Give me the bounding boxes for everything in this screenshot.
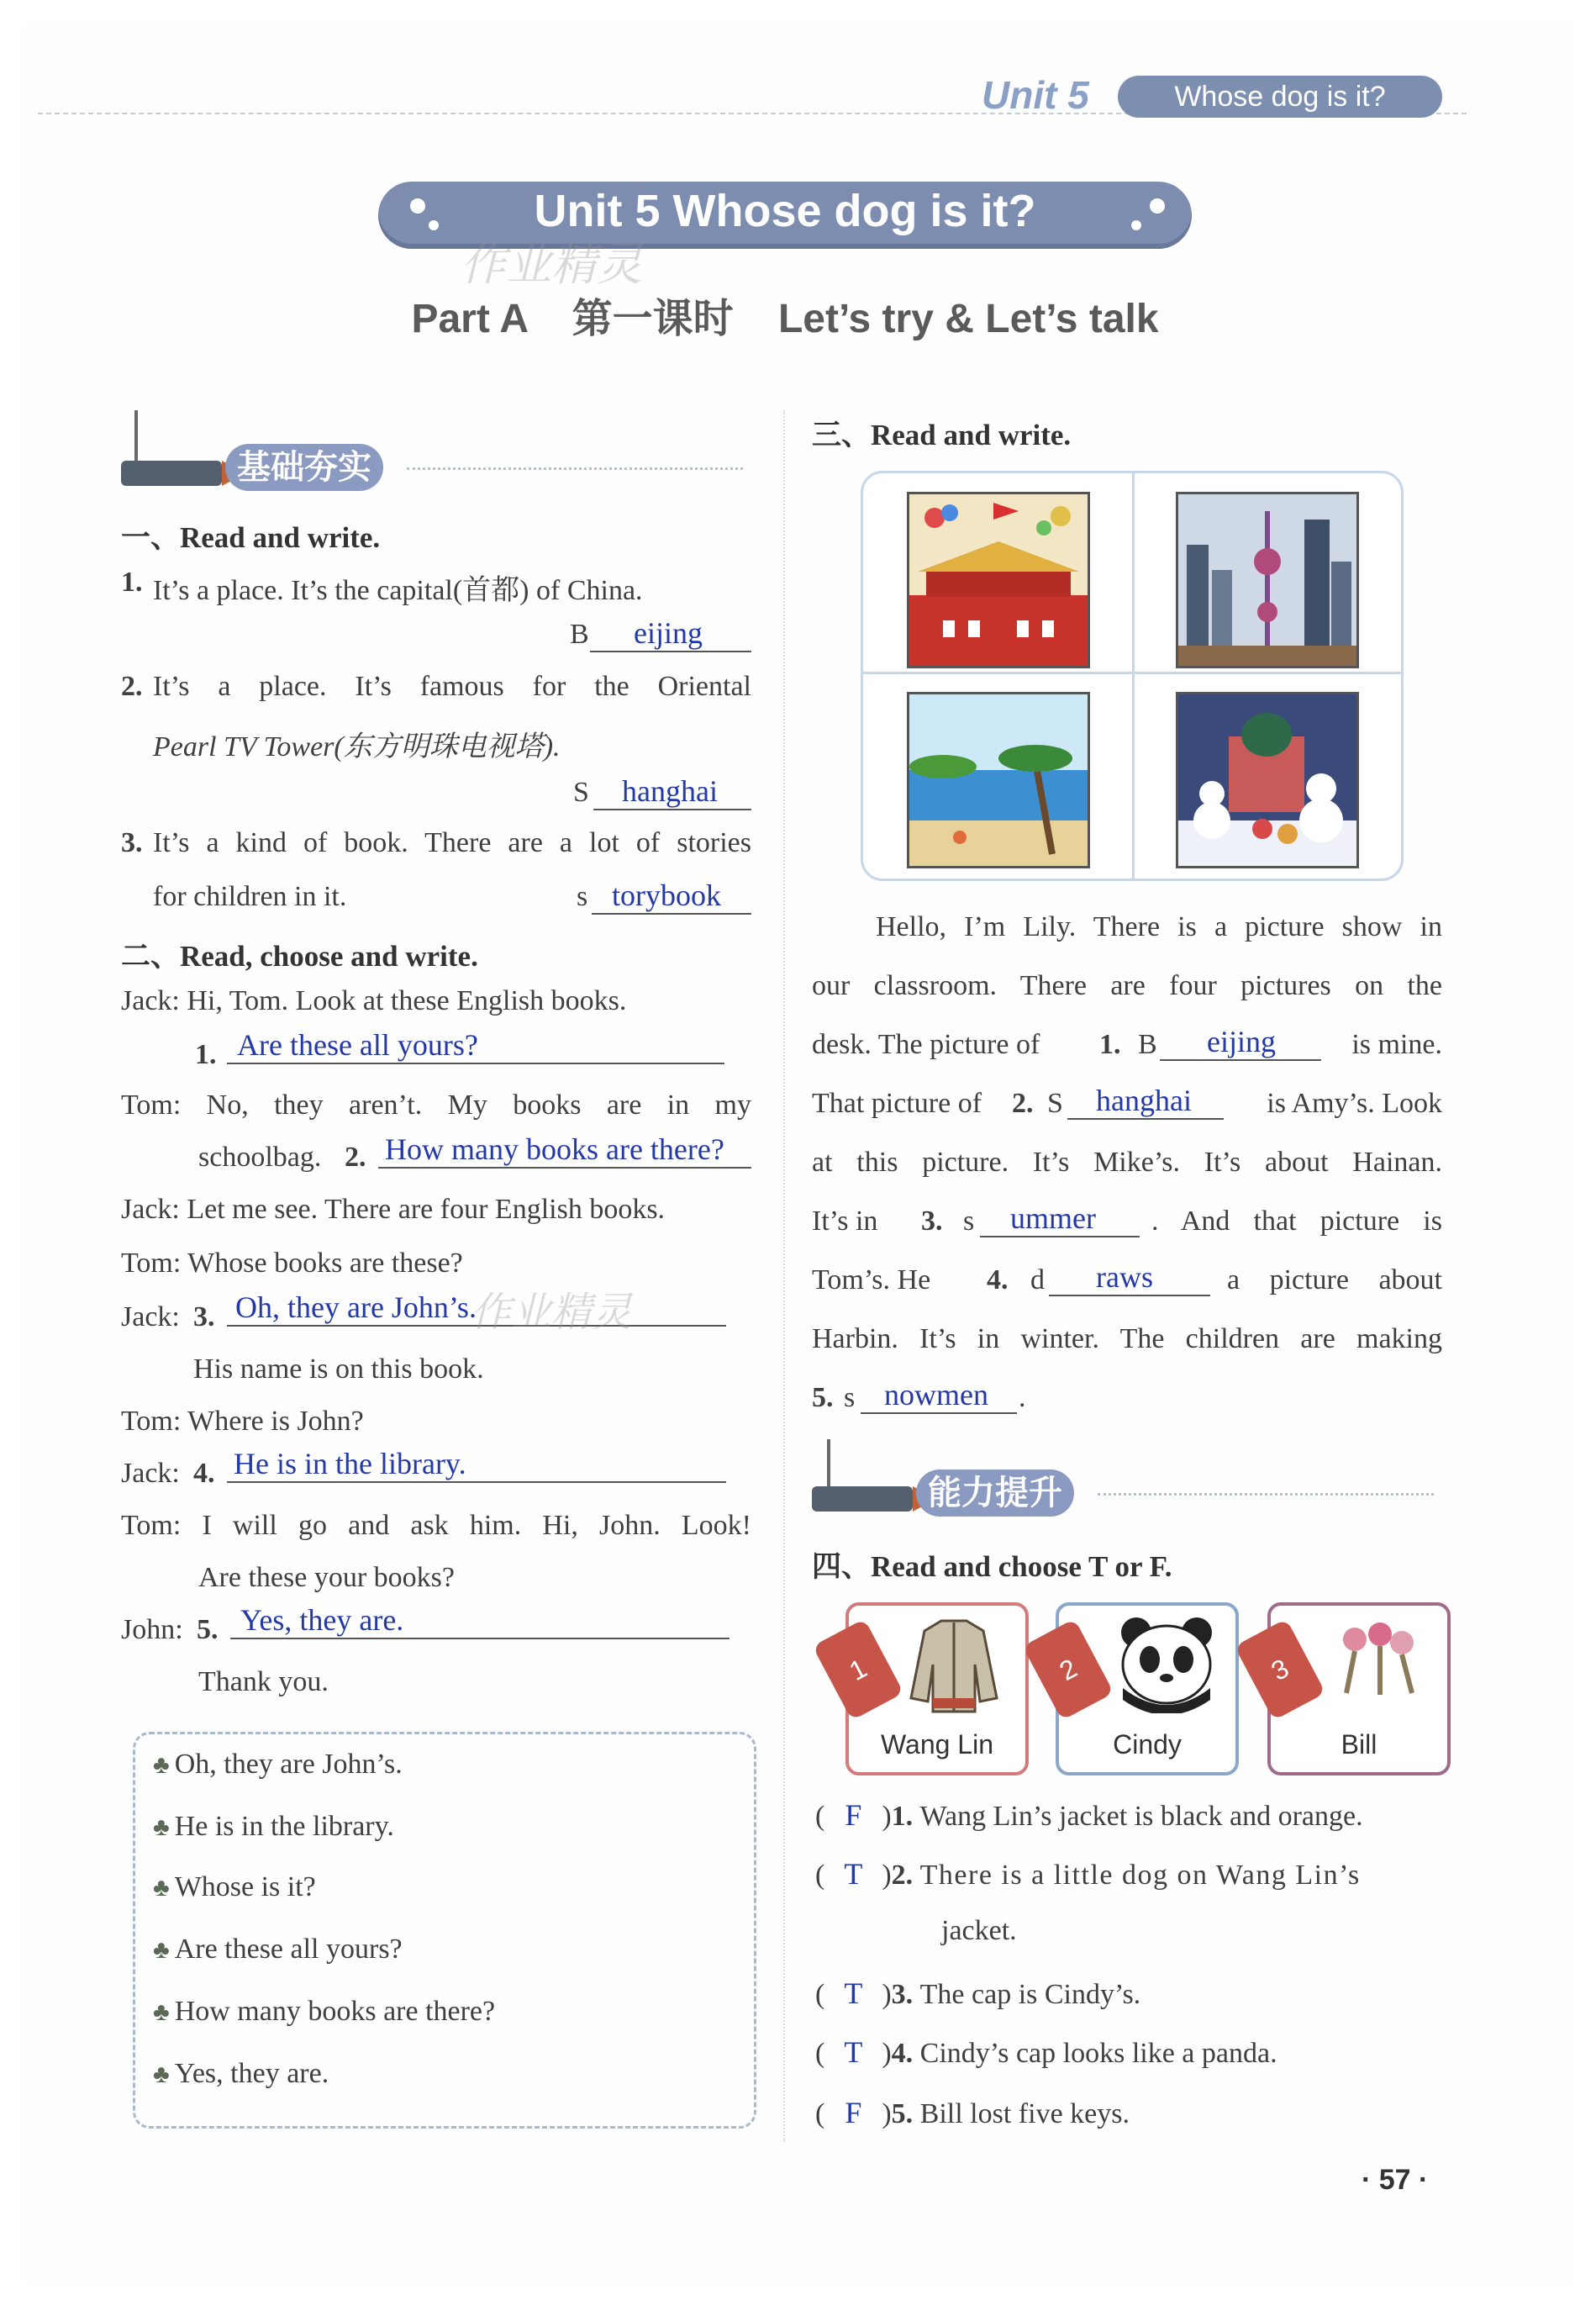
passage-blank1-prefix: B xyxy=(1138,1029,1157,1060)
blank3-answer: Oh, they are John’s. xyxy=(227,1290,726,1327)
passage-blank4-num: 4. xyxy=(987,1264,1009,1295)
q3-prefix: s xyxy=(577,881,588,912)
passage-line-1: Hello, I’m Lily. There is a picture show in xyxy=(876,911,1442,942)
picture-grid xyxy=(861,471,1404,881)
tf-num: 5. xyxy=(891,2098,914,2129)
tf-text: Cindy’s cap looks like a panda. xyxy=(919,2038,1277,2069)
page-title: Unit 5 Whose dog is it? xyxy=(534,186,1036,236)
q2-num: 2. xyxy=(121,671,143,702)
page-number: · 57 · xyxy=(1362,2164,1429,2196)
blank2-answer: How many books are there? xyxy=(378,1132,751,1169)
section2-heading: 二、Read, choose and write. xyxy=(121,940,478,973)
q1-answer: eijing xyxy=(590,615,751,652)
passage-line-7b: a picture about xyxy=(1227,1264,1442,1295)
dialog-line-3: Jack: Let me see. There are four English books. xyxy=(121,1194,666,1225)
grid-divider xyxy=(863,672,1401,674)
passage-blank2-num: 2. xyxy=(1012,1088,1034,1119)
lamp-icon xyxy=(134,410,138,461)
tf-answer: F xyxy=(845,1798,862,1832)
q1-number xyxy=(121,567,143,599)
header-unit: Unit 5 xyxy=(982,73,1089,117)
passage-line-2: our classroom. There are four pictures on the xyxy=(812,970,1442,1001)
passage-blank4-answer: raws xyxy=(1049,1259,1210,1296)
tag-number: 2 xyxy=(1054,1652,1082,1687)
option-text: He is in the library. xyxy=(174,1811,394,1842)
dialog-line-2b: schoolbag. xyxy=(198,1142,322,1173)
option-3 xyxy=(153,1871,316,1903)
paren-open: ( xyxy=(815,2038,825,2069)
blank1-answer: Are these all yours? xyxy=(227,1027,724,1064)
grid-divider xyxy=(1132,473,1135,878)
tf-text: Bill lost five keys. xyxy=(919,2098,1130,2129)
option-text: Whose is it? xyxy=(174,1871,316,1902)
passage-end-period: . xyxy=(1019,1382,1026,1413)
blank1-num: 1. xyxy=(195,1039,217,1070)
section3-heading: 三、Read and write. xyxy=(812,419,1072,451)
tree-icon: ♣ xyxy=(153,1874,170,1902)
badge-rule xyxy=(1098,1493,1434,1496)
tree-icon: ♣ xyxy=(153,1998,170,2026)
paren-close: ) xyxy=(882,1801,892,1832)
q1-text: It’s a place. It’s the capital(首都) of China. xyxy=(153,575,643,606)
tf-answer: F xyxy=(845,2096,862,2129)
passage-blank3-prefix: s xyxy=(963,1206,975,1237)
blank3-num: 3. xyxy=(193,1301,215,1332)
tf-num: 3. xyxy=(891,1979,914,2010)
lesson-topic: Let’s try & Let’s talk xyxy=(777,297,1159,341)
option-text: Yes, they are. xyxy=(174,2058,329,2089)
passage-blank5-prefix: s xyxy=(844,1382,856,1413)
q3-text-line1: It’s a kind of book. There are a lot of stories xyxy=(153,827,751,858)
picture-harbin xyxy=(1176,692,1359,868)
card-label: Wang Lin xyxy=(881,1729,993,1760)
dialog-line-9a: Tom: I will go and ask him. Hi, John. Look! xyxy=(121,1510,751,1541)
passage-line-5: at this picture. It’s Mike’s. It’s about Hainan. xyxy=(812,1147,1442,1178)
passage-blank1-num: 1. xyxy=(1099,1029,1121,1060)
tag-number: 3 xyxy=(1266,1652,1294,1687)
badge-basic: 基础夯实 xyxy=(225,444,383,491)
dialog-line-8-speaker: Jack: xyxy=(121,1458,180,1489)
tree-icon: ♣ xyxy=(153,1936,170,1964)
tf-item-1 xyxy=(815,1797,1363,1833)
q1-prefix: B xyxy=(570,619,589,650)
paren-close: ) xyxy=(882,2038,892,2069)
passage-blank3-num: 3. xyxy=(921,1206,943,1237)
passage-line-8: Harbin. It’s in winter. The children are making xyxy=(812,1323,1442,1354)
dialog-line-6: His name is on this book. xyxy=(193,1353,484,1385)
q3-answer: torybook xyxy=(592,878,751,915)
tf-text: There is a little dog on Wang Lin’s xyxy=(919,1860,1361,1891)
pencil-icon xyxy=(121,461,222,486)
tf-text: The cap is Cindy’s. xyxy=(919,1979,1141,2010)
passage-line-7a: Tom’s. He xyxy=(812,1264,931,1295)
option-4 xyxy=(153,1934,403,1965)
badge-ability: 能力提升 xyxy=(916,1469,1074,1517)
picture-hainan xyxy=(907,692,1090,868)
tree-icon: ♣ xyxy=(153,2060,170,2088)
q3-text-line2: for children in it. xyxy=(153,881,347,912)
blank4-answer: He is in the library. xyxy=(227,1446,726,1483)
tf-text: Wang Lin’s jacket is black and orange. xyxy=(919,1801,1363,1832)
part-label: Part A xyxy=(411,297,528,341)
option-1 xyxy=(153,1749,403,1781)
tf-answer: T xyxy=(844,1857,863,1891)
passage-blank4-prefix: d xyxy=(1030,1264,1045,1295)
card-wang-lin xyxy=(845,1602,1029,1775)
dialog-line-5-speaker: Jack: xyxy=(121,1301,180,1332)
tf-item-4 xyxy=(815,2034,1277,2070)
q2-prefix: S xyxy=(573,777,589,808)
passage-line-6b: . And that picture is xyxy=(1151,1206,1442,1237)
paren-open: ( xyxy=(815,1979,825,2010)
tag-number: 1 xyxy=(844,1652,872,1687)
q1-num: 1. xyxy=(121,567,143,598)
card-cindy xyxy=(1056,1602,1239,1775)
passage-blank5-answer: nowmen xyxy=(861,1377,1017,1414)
option-text: How many books are there? xyxy=(174,1996,496,2027)
dialog-line-2a: Tom: No, they aren’t. My books are in my xyxy=(121,1090,751,1121)
passage-blank3-answer: ummer xyxy=(980,1200,1140,1237)
badge-rule xyxy=(407,467,743,470)
passage-line-4b: is Amy’s. Look xyxy=(1267,1088,1442,1119)
option-text: Oh, they are John’s. xyxy=(174,1749,403,1780)
tf-answer: T xyxy=(844,2035,863,2069)
card-label: Cindy xyxy=(1113,1729,1182,1760)
section1-heading: 一、Read and write. xyxy=(121,521,381,554)
card-bill xyxy=(1267,1602,1451,1775)
passage-blank2-prefix: S xyxy=(1047,1088,1063,1119)
tree-icon: ♣ xyxy=(153,1813,170,1841)
card-label: Bill xyxy=(1341,1729,1377,1760)
passage-line-3a: desk. The picture of xyxy=(812,1029,1040,1060)
q2-text-line1: It’s a place. It’s famous for the Oriental xyxy=(153,671,751,702)
picture-beijing xyxy=(907,492,1090,668)
dialog-line-11: Thank you. xyxy=(198,1666,329,1697)
tf-item-5 xyxy=(815,2095,1130,2130)
tf-num: 2. xyxy=(891,1860,914,1891)
header-topic-pill: Whose dog is it? xyxy=(1118,76,1442,118)
dialog-line-7: Tom: Where is John? xyxy=(121,1406,364,1437)
blank5-num: 5. xyxy=(197,1614,219,1645)
passage-line-3b: is mine. xyxy=(1351,1029,1442,1060)
blank4-num: 4. xyxy=(193,1458,215,1489)
lamp-icon xyxy=(827,1439,830,1490)
section4-heading: 四、Read and choose T or F. xyxy=(812,1550,1172,1583)
passage-line-6a: It’s in xyxy=(812,1206,878,1237)
passage-blank2-answer: hanghai xyxy=(1067,1083,1224,1120)
q2-answer: hanghai xyxy=(593,773,751,810)
pencil-icon xyxy=(812,1486,913,1512)
passage-blank1-answer: eijing xyxy=(1160,1024,1321,1061)
dialog-line-4: Tom: Whose books are these? xyxy=(121,1248,463,1279)
tree-icon: ♣ xyxy=(153,1751,170,1779)
q3-num: 3. xyxy=(121,827,143,858)
paren-open: ( xyxy=(815,1860,825,1891)
watermark: 作业精灵 xyxy=(471,1289,633,1336)
paren-open: ( xyxy=(815,2098,825,2129)
paren-close: ) xyxy=(882,1979,892,2010)
option-5 xyxy=(153,1996,495,2028)
paren-open: ( xyxy=(815,1801,825,1832)
passage-blank5-num: 5. xyxy=(812,1382,834,1413)
lesson-subtitle xyxy=(378,286,1192,344)
dialog-line-9b: Are these your books? xyxy=(198,1562,455,1593)
lesson-label: 第一课时 xyxy=(572,295,734,342)
tf-num: 4. xyxy=(891,2038,914,2069)
column-divider xyxy=(783,410,785,2142)
panda-cap-icon xyxy=(1116,1612,1217,1713)
paren-close: ) xyxy=(882,2098,892,2129)
tf-item-2 xyxy=(815,1856,1442,1892)
option-2 xyxy=(153,1811,394,1843)
picture-shanghai xyxy=(1176,492,1359,668)
dialog-line-1: Jack: Hi, Tom. Look at these English books. xyxy=(121,985,627,1016)
passage-line-4a: That picture of xyxy=(812,1088,982,1119)
option-6 xyxy=(153,2058,329,2090)
tf-answer: T xyxy=(844,1976,863,2010)
keys-icon xyxy=(1330,1617,1422,1702)
paren-close: ) xyxy=(882,1860,892,1891)
tf-num: 1. xyxy=(891,1801,914,1832)
jacket-icon xyxy=(908,1614,1000,1715)
q2-text-line2: Pearl TV Tower(东方明珠电视塔). xyxy=(153,731,561,762)
tf-item-2-cont: jacket. xyxy=(941,1915,1017,1946)
blank2-num: 2. xyxy=(345,1142,366,1173)
dialog-line-10-speaker: John: xyxy=(121,1614,183,1645)
blank5-answer: Yes, they are. xyxy=(230,1602,730,1639)
watermark: 作业精灵 xyxy=(461,238,642,291)
tf-item-3 xyxy=(815,1976,1140,2011)
option-text: Are these all yours? xyxy=(174,1934,403,1965)
